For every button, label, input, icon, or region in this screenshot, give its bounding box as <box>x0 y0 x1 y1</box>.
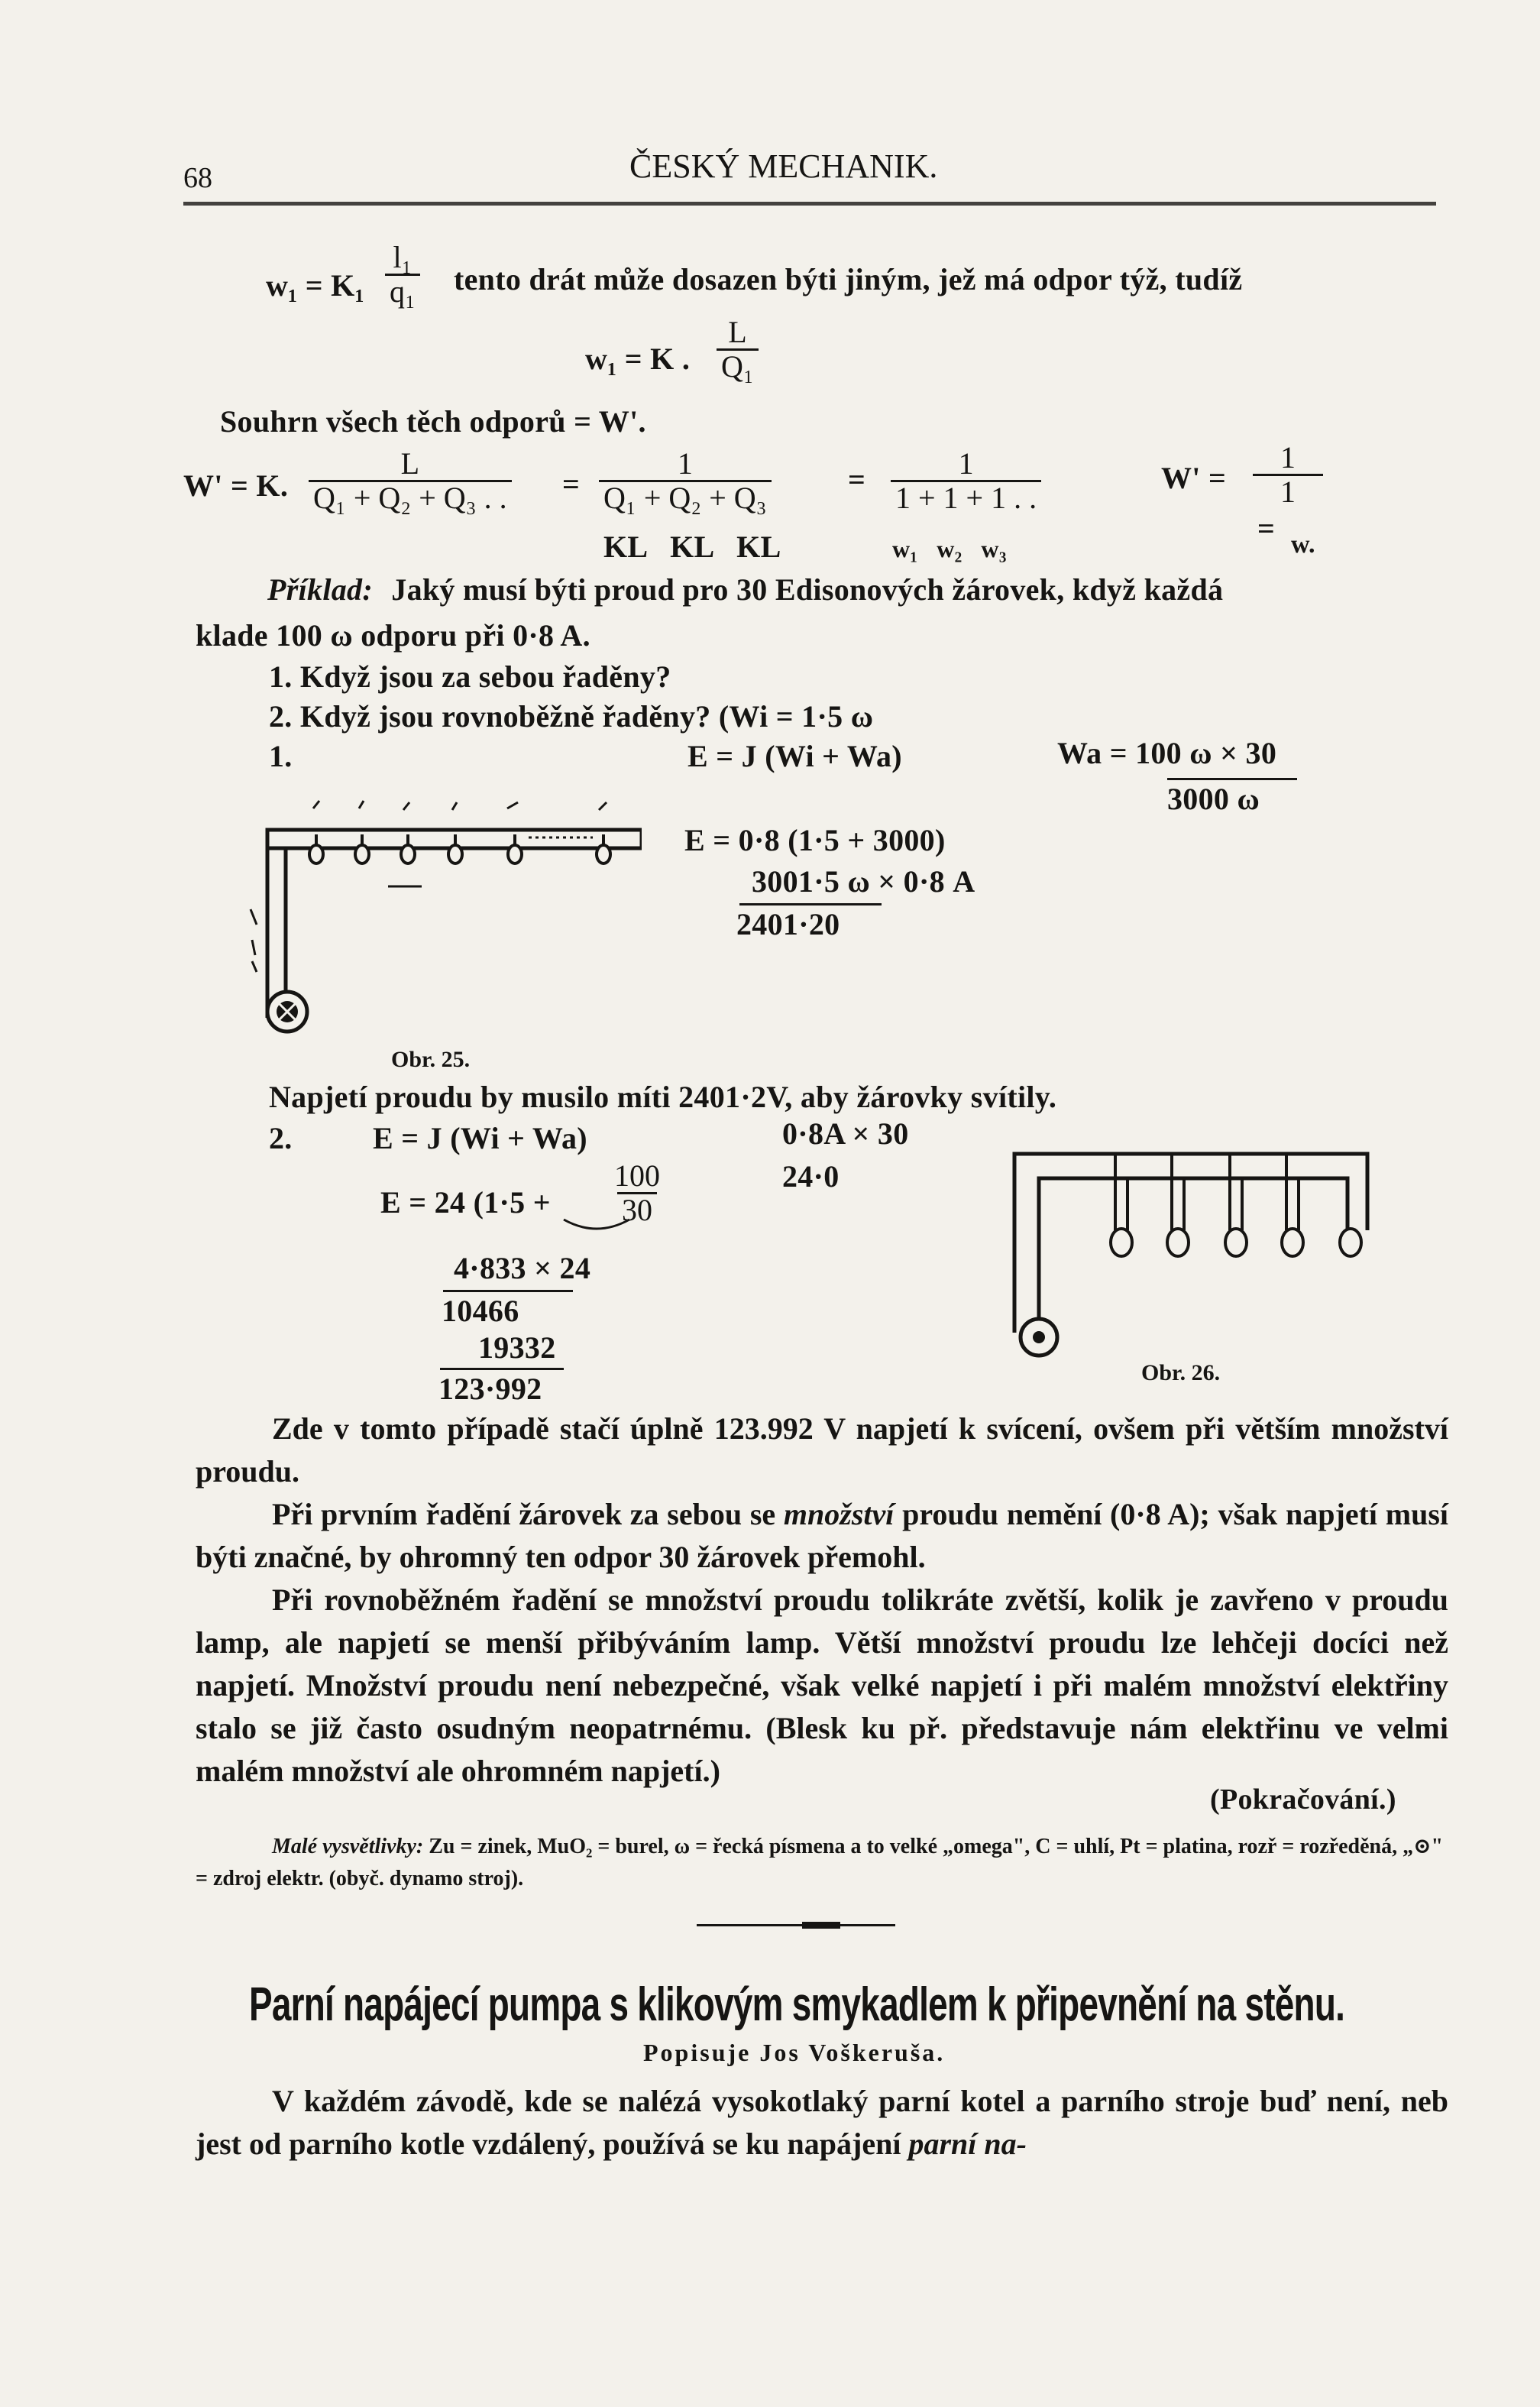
fig25-lamp <box>401 834 415 863</box>
formula-W-lhs: W' = K. <box>183 468 289 503</box>
formula-approx: = <box>1257 511 1276 546</box>
answer-2-rule-1 <box>443 1290 573 1292</box>
formula-w1b-fraction <box>717 316 759 383</box>
question-1: 1. Když jsou za sebou řaděny? <box>269 659 671 694</box>
answer-2-den: 30 <box>617 1192 657 1226</box>
article-intro-emphasis: parní na- <box>908 2127 1027 2161</box>
paragraph-2 <box>196 1493 1448 1579</box>
formula-w1-lhs: w₁ = K₁ <box>266 268 364 303</box>
fig26-dynamo-icon <box>1021 1319 1057 1356</box>
formula-w1-den: q₁ <box>385 274 420 308</box>
question-2: 2. Když jsou rovnoběžně řaděny? (Wi = 1·5 ω <box>269 699 874 734</box>
fig25-lamp <box>508 834 522 863</box>
formula-f2-den: Q₁ + Q₂ + Q₃ <box>599 480 772 514</box>
answer-1-e: E = 0·8 (1·5 + 3000) <box>684 823 946 857</box>
answer-1-wa: Wa = 100 ω × 30 <box>1057 736 1277 770</box>
example-text: Jaký musí býti proud pro 30 Edisonových žárovek, když každá <box>391 572 1224 607</box>
fig26-lamp <box>1225 1154 1247 1256</box>
article-intro-text: V každém závodě, kde se nalézá vysokotlaký parní kotel a parního stroje buď není, neb jest od parního kotle vzdálený, používá se ku napájení <box>196 2084 1448 2161</box>
answer-2-rule-2 <box>440 1368 564 1370</box>
answer-2-label: 2. <box>269 1121 293 1155</box>
fig26-lamp <box>1167 1154 1189 1256</box>
example-label: Příklad: <box>267 572 373 607</box>
formula-w1-fraction <box>385 241 420 308</box>
answer-2-m3: 19332 <box>478 1330 556 1365</box>
answer-2-prod: 0·8A × 30 <box>782 1116 909 1151</box>
fig25-lamp <box>355 834 369 863</box>
answer-2-eq: E = J (Wi + Wa) <box>373 1121 587 1155</box>
fig26-lamp <box>1282 1154 1303 1256</box>
formula-f3 <box>891 448 1041 514</box>
formula-W2-lhs: W' = <box>1161 461 1227 495</box>
formula-f2-sub: KL KL KL <box>603 530 781 564</box>
formula-f1 <box>309 448 512 514</box>
formula-w1b-den: Q₁ <box>717 348 759 383</box>
page-number: 68 <box>183 162 212 194</box>
example-line-2: klade 100 ω odporu při 0·8 A. <box>196 618 590 653</box>
paragraph-2-a: Při prvním řadění žárovek za sebou se <box>272 1497 776 1531</box>
formula-f1-den: Q₁ + Q₂ + Q₃ . . <box>309 480 512 514</box>
body-paragraphs <box>196 1408 1448 1793</box>
example-line-1 <box>267 572 1224 607</box>
fig26-outer-wire <box>1014 1154 1367 1333</box>
answer-1-mult: 3001·5 ω × 0·8 A <box>752 864 975 899</box>
paragraph-2-emphasis: množství <box>783 1497 895 1531</box>
fig26-inner-wire <box>1039 1178 1348 1333</box>
answer-1-conclusion: Napjetí proudu by musilo míti 2401·2V, aby žárovky svítily. <box>269 1080 1057 1114</box>
formula-w1-num: l₁ <box>393 240 412 274</box>
answer-1-label: 1. <box>269 739 293 773</box>
formula-f1-num: L <box>400 446 420 481</box>
formula-f4-sub: w. <box>1291 530 1315 559</box>
paragraph-3: Při rovnoběžném řadění se množství proudu tolikráte zvětší, kolik je zavřeno v proudu lamp, ale napjetí se menší přibýváním lamp. Větší množství proudu lze lehčeji docíci než napjetí. Množství proudu není nebezpečné, však velké napjetí i při malém množství elektřiny stalo se již často osudným neopatrnému. (Blesk ku př. představuje nám elektřinu ve velmi malém množství ale ohromném napjetí.) <box>196 1583 1448 1788</box>
answer-2-m2: 10466 <box>442 1294 519 1328</box>
formula-f2 <box>599 448 772 514</box>
header-rule <box>183 202 1436 206</box>
answer-2-brace <box>562 1216 631 1235</box>
answer-1-mult-rule <box>739 903 882 905</box>
notes <box>196 1831 1448 1895</box>
answer-2-e: E = 24 (1·5 + <box>380 1185 551 1220</box>
answer-1-wa-rule <box>1167 778 1297 780</box>
formula-w1-text: tento drát může dosazen býti jiným, jež má odpor týž, tudíž <box>454 262 1243 296</box>
answer-2-num: 100 <box>614 1158 660 1193</box>
article-intro <box>196 2080 1448 2166</box>
journal-title: ČESKÝ MECHANIK. <box>629 147 938 185</box>
fig26-lamp <box>1111 1154 1132 1256</box>
formula-f4 <box>1253 442 1323 508</box>
fig26-wires <box>1014 1154 1367 1333</box>
figure-25-series-circuit <box>222 795 642 1039</box>
article-separator <box>697 1924 895 1926</box>
formula-f4-num: 1 <box>1280 440 1296 475</box>
figure-25-caption: Obr. 25. <box>391 1047 471 1072</box>
sum-text: Souhrn všech těch odporů = W'. <box>220 404 646 439</box>
formula-eq-1: = <box>562 467 581 501</box>
answer-2-prod-result: 24·0 <box>782 1159 840 1194</box>
fig25-lamp <box>448 834 462 863</box>
fig25-lamp <box>597 834 610 863</box>
article-title: Parní napájecí pumpa s klikovým smykadlem k připevnění na stěnu. <box>249 1978 1345 2031</box>
notes-text: Zu = zinek, MuO₂ = burel, ω = řecká písmena a to velké „omega", C = uhlí, Pt = platina, rozř = rozředěná, „⊙" = zdroj elektr. (obyč. dynamo stroj). <box>196 1835 1444 1890</box>
answer-1-wa-result: 3000 ω <box>1167 782 1260 816</box>
formula-eq-2: = <box>848 462 866 497</box>
fig25-dynamo-icon <box>267 992 307 1032</box>
formula-f4-den: 1 <box>1253 474 1323 508</box>
answer-1-eq: E = J (Wi + Wa) <box>688 739 902 773</box>
answer-2-m1: 4·833 × 24 <box>454 1251 591 1285</box>
continued-note: (Pokračování.) <box>1210 1783 1396 1816</box>
formula-w1b-num: L <box>728 315 747 349</box>
article-separator-center <box>802 1922 840 1929</box>
formula-w1b-lhs: w₁ = K . <box>585 342 691 376</box>
article-intro-paragraph <box>196 2080 1448 2166</box>
article-byline: Popisuje Jos Voškeruša. <box>643 2039 946 2066</box>
figure-26-caption: Obr. 26. <box>1141 1360 1221 1385</box>
fig26-lamps <box>1111 1154 1361 1256</box>
notes-label: Malé vysvětlivky: <box>272 1835 424 1858</box>
paragraph-2-b: proudu nemění (0·8 A); však napjetí musí býti značné, by ohromný ten odpor 30 žárovek přemohl. <box>196 1497 1449 1574</box>
fig25-side-marks <box>251 909 257 972</box>
fig26-lamp <box>1340 1229 1361 1256</box>
figure-26-parallel-circuit <box>1008 1146 1375 1360</box>
answer-2-m4: 123·992 <box>438 1372 542 1406</box>
formula-f3-den: 1 + 1 + 1 . . <box>891 480 1041 514</box>
paragraph-1: Zde v tomto případě stačí úplně 123.992 V napjetí k svícení, ovšem při větším množství proudu. <box>196 1411 1448 1489</box>
fig25-tick-marks <box>313 801 607 810</box>
formula-f3-sub: w₁ w₂ w₃ <box>892 535 1007 562</box>
answer-1-result: 2401·20 <box>736 907 840 941</box>
formula-f2-num: 1 <box>677 446 693 481</box>
fig25-lamp <box>309 834 323 863</box>
formula-f3-num: 1 <box>958 446 974 481</box>
